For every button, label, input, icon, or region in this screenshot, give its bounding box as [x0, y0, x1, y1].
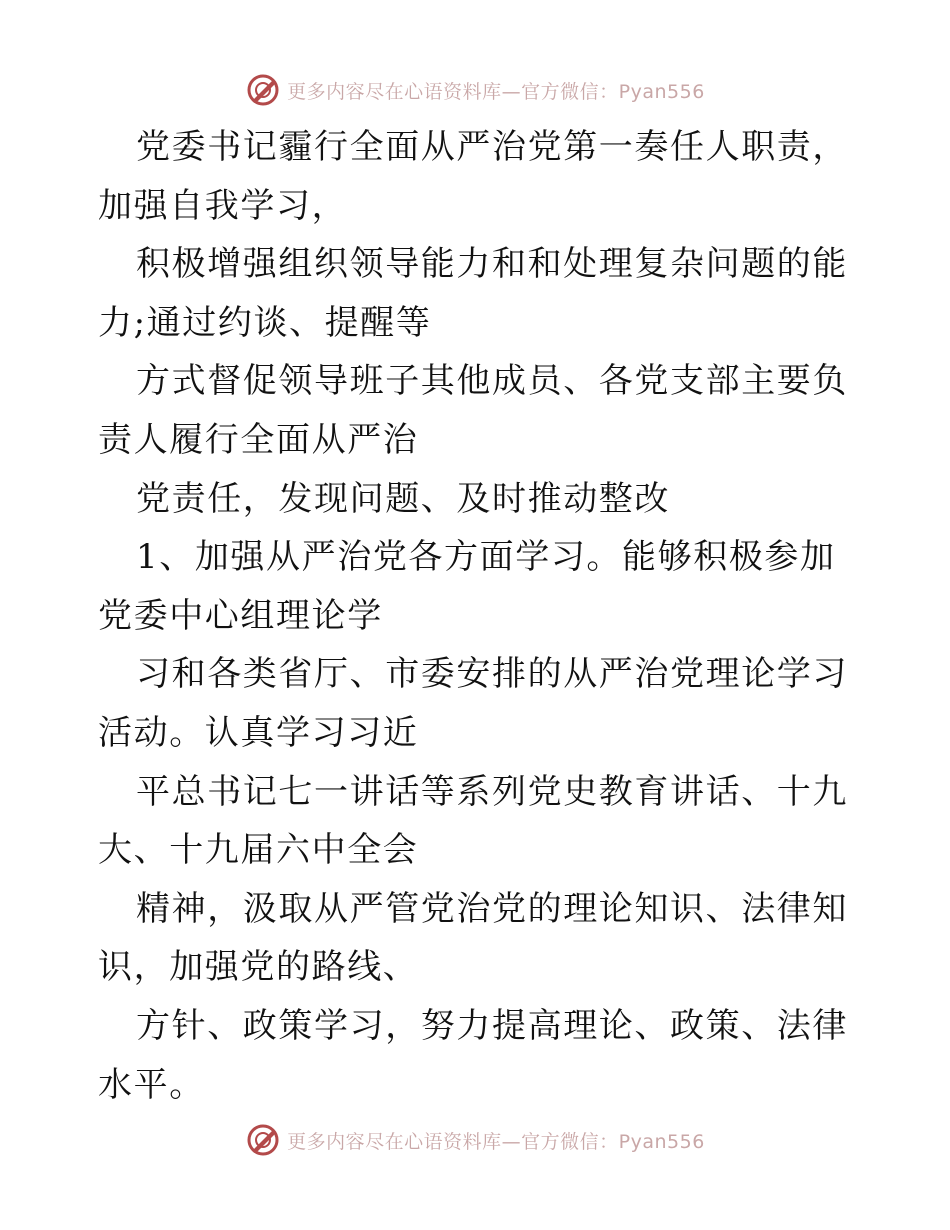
paragraph: 积极增强组织领导能力和和处理复杂问题的能力;通过约谈、提醒等: [98, 244, 848, 343]
watermark-text: 更多内容尽在心语资料库—官方微信：Pyan556: [287, 80, 705, 103]
paragraph: 方式督促领导班子其他成员、各党支部主要负责人履行全面从严治: [98, 361, 848, 460]
logo-icon: [245, 72, 281, 108]
paragraph: 平总书记七一讲话等系列党史教育讲话、十九大、十九届六中全会: [98, 771, 848, 871]
paragraph: 1、加强从严治党各方面学习。能够积极参加党委中心组理论学: [98, 537, 836, 636]
paragraph: 党委书记霾行全面从严治党第一奏任人职责，加强自我学习，: [98, 127, 848, 226]
paragraph: 党责任，发现问题、及时推动整改: [136, 478, 670, 519]
footer-watermark: [0, 1120, 950, 1160]
paragraph: 习和各类省厅、市委安排的从严治党理论学习活动。认真学习习近: [98, 654, 848, 753]
header-watermark: [0, 70, 950, 110]
paragraph: 方针、政策学习，努力提高理论、政策、法律水平。: [98, 1005, 848, 1105]
document-body: [98, 118, 858, 1114]
paragraph: 精神，汲取从严管党治党的理论知识、法律知识，加强党的路线、: [98, 888, 848, 988]
watermark-text: 更多内容尽在心语资料库—官方微信：Pyan556: [287, 1130, 705, 1153]
logo-icon: [245, 1122, 281, 1158]
